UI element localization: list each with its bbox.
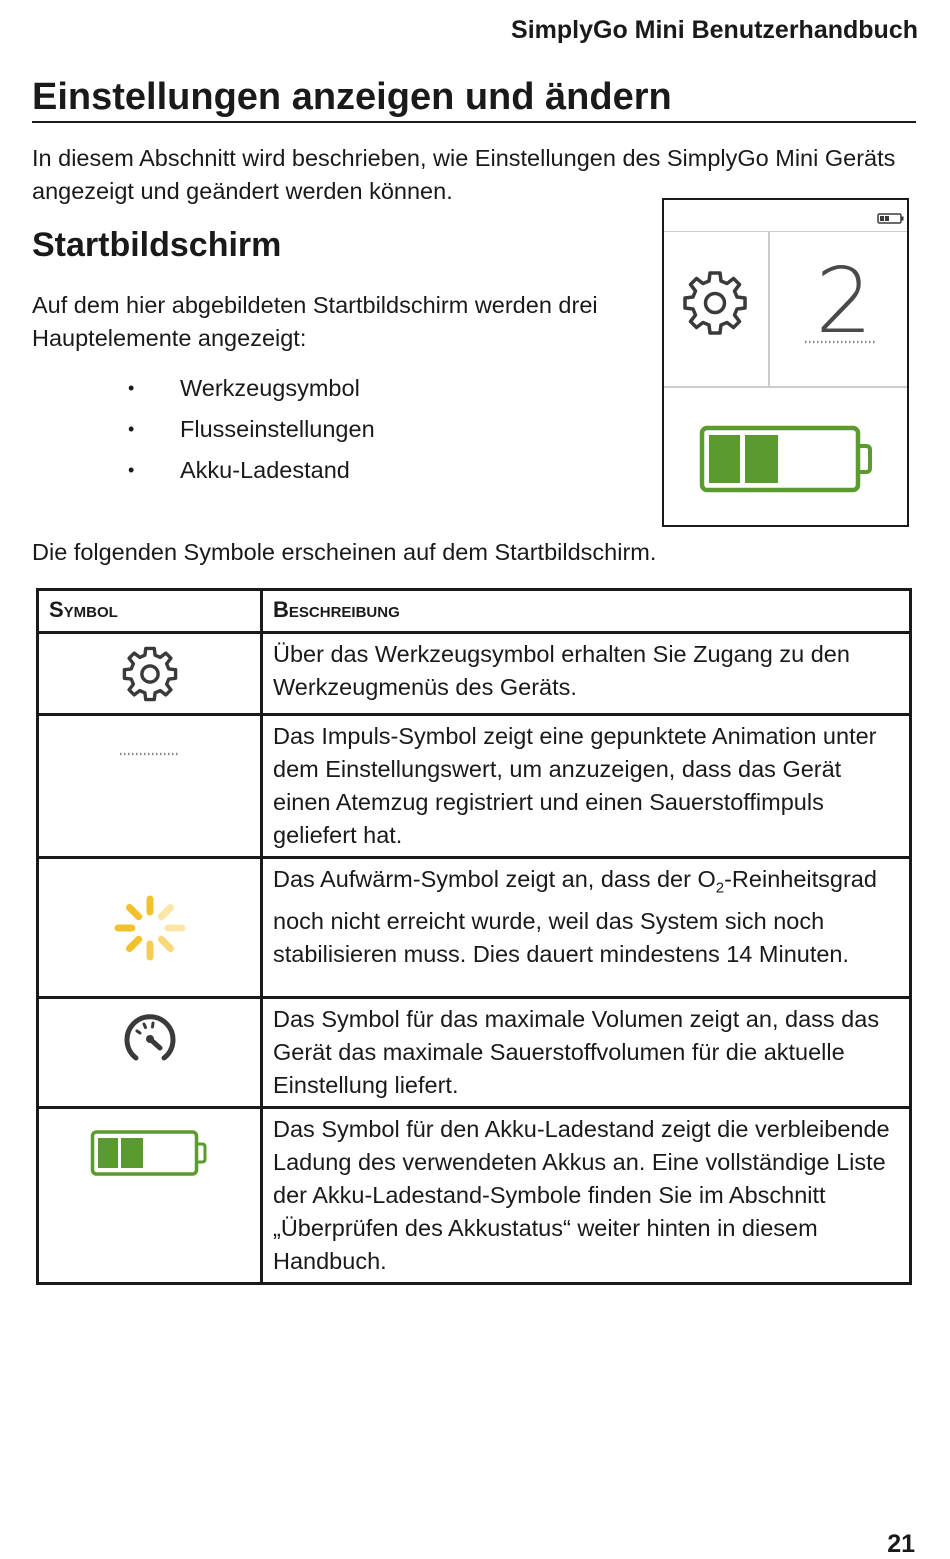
divider [768,231,770,387]
page-number: 21 [887,1530,915,1558]
symbols-table [36,588,912,1285]
symbol-cell [38,858,262,998]
symbol-cell [38,998,262,1108]
max-volume-gauge-icon [122,1011,178,1061]
description-cell: Das Impuls-Symbol zeigt eine gepunktete Animation unter dem Einstellungswert, um anzuzeigen, dass das Gerät einen Atemzug registriert und einen Sauerstoffimpuls geliefert hat. [262,715,911,858]
pulse-dots-icon [119,752,181,756]
gear-icon[interactable] [681,269,749,337]
symbol-cell [38,633,262,715]
column-header-symbol: Symbol [38,590,262,633]
device-home-screen [662,198,909,527]
table-row [38,1108,911,1284]
status-bar [664,200,907,232]
table-row [38,998,911,1108]
divider [664,386,907,388]
intro-paragraph: In diesem Abschnitt wird beschrieben, wie Einstellungen des SimplyGo Mini Geräts angezeigt und geändert werden können. [32,145,896,204]
small-battery-icon [877,213,905,225]
table-row [38,633,911,715]
bullet-icon: • [128,419,135,439]
battery-level-icon [90,1129,210,1177]
table-row [38,715,911,858]
page-title: Einstellungen anzeigen und ändern [32,74,916,123]
list-item: • Werkzeugsymbol [128,370,375,411]
start-screen-description: Auf dem hier abgebildeten Startbildschirm werden drei Hauptelemente angezeigt: [32,292,598,351]
bullet-icon: • [128,378,135,398]
symbol-cell [38,715,262,858]
manual-title: SimplyGo Mini Benutzerhandbuch [511,16,918,44]
gear-icon [121,645,179,703]
symbol-cell [38,1108,262,1284]
list-item: • Akku-Ladestand [128,452,375,493]
column-header-description: Beschreibung [262,590,911,633]
flow-setting-value: 2 [815,249,873,354]
description-cell: Das Symbol für den Akku-Ladestand zeigt die verbleibende Ladung des verwendeten Akkus an. Eine vollständige Liste der Akku-Ladestand-Symbole finden Sie im Abschnitt „Überprüfen des Akkustatus“ weiter hinten in diesem Handbuch. [262,1108,911,1284]
table-row [38,858,911,998]
pulse-dots-icon [804,340,878,344]
section-heading-startbildschirm: Startbildschirm [32,226,282,264]
battery-level-icon [699,424,873,494]
main-elements-list [128,370,375,493]
list-item: • Flusseinstellungen [128,411,375,452]
description-cell: Das Aufwärm-Symbol zeigt an, dass der $O_2$-Reinheitsgrad noch nicht erreicht wurde, weil das System sich noch stabilisieren muss. Dies dauert mindestens 14 Minuten. [262,858,911,998]
description-cell: Das Symbol für das maximale Volumen zeigt an, dass das Gerät das maximale Sauerstoffvolumen für die aktuelle Einstellung liefert. [262,998,911,1108]
table-header-row [38,590,911,633]
bullet-icon: • [128,460,135,480]
warmup-spinner-icon [112,893,188,963]
description-cell: Über das Werkzeugsymbol erhalten Sie Zugang zu den Werkzeugmenüs des Geräts. [262,633,911,715]
symbols-intro: Die folgenden Symbole erscheinen auf dem Startbildschirm. [32,539,657,565]
